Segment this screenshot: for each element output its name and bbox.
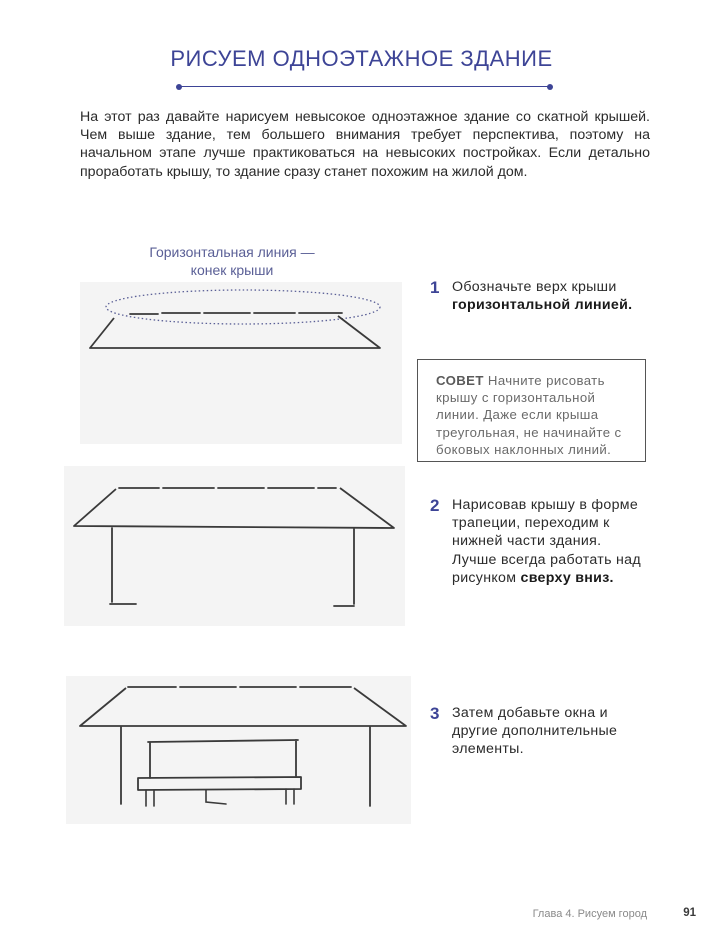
tip-body: Начните рисовать крышу с горизонтальной линии. Даже если крыша треугольная, не начинайте с боковых наклонных линий. [436,373,622,457]
step-text-regular: Затем добавьте окна и другие дополнительные элементы. [452,705,618,758]
tip-label: СОВЕТ [436,373,484,388]
step-number: 2 [430,496,440,515]
step-number: 3 [430,704,440,723]
title-underline [179,86,550,87]
annotation-line-2: конек крыши [190,262,274,278]
tip-text [436,372,636,458]
sketch-2-drawing [64,466,405,626]
step-number: 1 [430,278,440,297]
step-text [452,496,650,587]
step-text-regular: Нарисовав крышу в форме трапеции, переходим к нижней части здания. Лучше всегда работать над рисунком [452,497,641,586]
step-text-bold: горизонтальной линией. [452,297,633,314]
annotation-line-1: Горизонтальная линия — [149,244,315,260]
page-number: 91 [683,907,696,919]
sketch-1-drawing [80,282,402,444]
sketch-roof-ridge [80,282,402,444]
intro-paragraph: На этот раз давайте нарисуем невысокое одноэтажное здание со скатной крышей. Чем выше здание, тем большего внимания требует перспектива, поэтому на начальном этапе лучше практиковаться на невысоких постройках. Если детально проработать крышу, то здание сразу станет похожим на жилой дом. [80,109,650,180]
footer-chapter: Глава 4. Рисуем город [532,908,647,920]
step-text [452,704,650,759]
sketch-windows-details [66,676,411,824]
ridge-annotation [136,243,328,279]
step-text-regular: Обозначьте верх крыши [452,279,617,295]
step-text [452,278,650,314]
tip-box [417,359,646,462]
sketch-roof-walls [64,466,405,626]
sketch-3-drawing [66,676,411,824]
step-text-bold: сверху вниз. [520,569,614,586]
page-title: РИСУЕМ ОДНОЭТАЖНОЕ ЗДАНИЕ [170,46,553,71]
